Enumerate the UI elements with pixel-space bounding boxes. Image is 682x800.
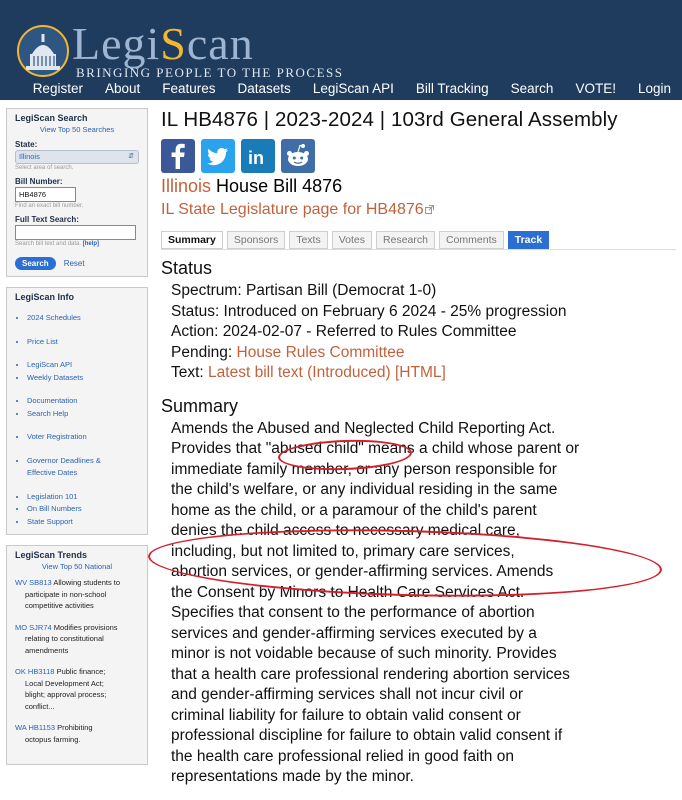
- summary-heading: Summary: [161, 395, 239, 416]
- search-button[interactable]: Search: [15, 257, 56, 270]
- track-button[interactable]: Track: [508, 231, 549, 249]
- bill-number-input[interactable]: HB4876: [15, 187, 76, 202]
- nav-bill-tracking[interactable]: Bill Tracking: [415, 81, 489, 96]
- trend-item[interactable]: WV SB813 Allowing students to participate in non-school competitive activities: [15, 578, 121, 610]
- pending-line: Pending: House Rules Committee: [171, 343, 405, 361]
- nav-search[interactable]: Search: [510, 81, 554, 96]
- svg-text:in: in: [248, 148, 264, 168]
- pending-committee-link[interactable]: House Rules Committee: [236, 343, 405, 361]
- full-text-hint: Search bill text and data. [help]: [15, 241, 100, 247]
- trends-box: [6, 545, 148, 765]
- social-share: [161, 139, 676, 173]
- logo-wordmark: LegiScan: [72, 18, 254, 69]
- link-governor-deadlines[interactable]: • Governor Deadlines & Effective Dates: [27, 455, 139, 480]
- nav-about[interactable]: About: [104, 81, 141, 96]
- nav-datasets[interactable]: Datasets: [237, 81, 291, 96]
- summary-text: Amends the Abused and Neglected Child Reporting Act. Provides that "abused child" means a child whose parent or immediate family member, or any person responsible for the child's welfare, or any individual residing in the same home as the child, or a paramour of the child's parent denies the child access to necessary medical care, including, but not limited to, primary care services, abortion services, or gender-affirming services. Amends the Consent by Minors to Health Care Services Act. Specifies that consent to the performance of abortion services and gender-affirming services executed by a minor is not voidable because of such minority. Provides that a health care professional rendering abortion services and gender-affirming services shall not incur civil or criminal liability for failure to obtain valid consent or professional discipline for failure to obtain valid consent if the health care professional relied in good faith on representations made by the minor.: [171, 419, 580, 785]
- link-voter-registration[interactable]: • Voter Registration: [27, 431, 139, 444]
- nav-legiscan-api[interactable]: LegiScan API: [312, 81, 394, 96]
- nav-login[interactable]: Login: [637, 81, 671, 96]
- link-legiscan-api[interactable]: • LegiScan API: [27, 359, 139, 372]
- text-line: Text: Latest bill text (Introduced) [HTML]: [171, 364, 446, 381]
- status-heading: Status: [161, 258, 213, 278]
- spectrum-line: Spectrum: Partisan Bill (Democrat 1-0): [171, 282, 437, 299]
- site-header: [0, 0, 682, 100]
- info-box: [6, 287, 148, 535]
- trend-item[interactable]: WA HB1153 Prohibiting octopus farming.: [15, 723, 93, 744]
- full-text-label: Full Text Search:: [15, 215, 79, 224]
- top-searches-link[interactable]: View Top 50 Searches: [39, 125, 115, 134]
- facebook-icon[interactable]: [161, 139, 195, 173]
- reddit-icon[interactable]: [281, 139, 315, 173]
- legislature-link[interactable]: IL State Legislature page for HB4876: [161, 201, 676, 219]
- state-select[interactable]: Illinois ⇵: [15, 150, 139, 164]
- tab-sponsors[interactable]: Sponsors: [227, 231, 285, 249]
- link-2024-schedules[interactable]: • 2024 Schedules: [27, 312, 139, 325]
- capitol-dome-icon: [16, 24, 70, 78]
- reset-link[interactable]: Reset: [63, 259, 85, 268]
- twitter-icon[interactable]: [201, 139, 235, 173]
- link-search-help[interactable]: • Search Help: [27, 408, 139, 421]
- logo-tagline: BRINGING PEOPLE TO THE PROCESS: [76, 65, 344, 80]
- link-on-bill-numbers[interactable]: • On Bill Numbers: [27, 503, 139, 516]
- link-state-support[interactable]: • State Support: [27, 516, 139, 529]
- top-nav: [22, 80, 682, 100]
- search-box: [6, 108, 148, 277]
- help-link[interactable]: [help]: [82, 241, 100, 247]
- page-title: IL HB4876 | 2023-2024 | 103rd General Assembly: [161, 108, 618, 131]
- tab-texts[interactable]: Texts: [289, 231, 328, 249]
- info-box-title: LegiScan Info: [15, 292, 75, 302]
- logo[interactable]: [14, 18, 344, 80]
- tab-research[interactable]: Research: [376, 231, 435, 249]
- search-box-title: LegiScan Search: [15, 113, 88, 123]
- trend-item[interactable]: MO SJR74 Modifies provisions relating to constitutional amendments: [15, 622, 118, 655]
- top-national-link[interactable]: View Top 50 National: [41, 562, 113, 571]
- chevron-updown-icon: ⇵: [128, 153, 134, 160]
- bill-name: Illinois House Bill 4876: [161, 176, 343, 196]
- external-link-icon: [425, 205, 434, 214]
- state-label: State:: [15, 140, 38, 149]
- link-price-list[interactable]: • Price List: [27, 336, 139, 349]
- state-hint: Select area of search.: [15, 165, 74, 171]
- bill-number-hint: Find an exact bill number.: [15, 203, 84, 209]
- tab-summary[interactable]: Summary: [161, 231, 223, 249]
- action-line: Action: 2024-02-07 - Referred to Rules Committee: [171, 323, 517, 340]
- nav-register[interactable]: Register: [32, 81, 83, 96]
- bill-number-label: Bill Number:: [15, 177, 63, 186]
- nav-features[interactable]: Features: [162, 81, 216, 96]
- linkedin-icon[interactable]: [241, 139, 275, 173]
- link-documentation[interactable]: • Documentation: [27, 395, 139, 408]
- bill-text-link[interactable]: Latest bill text (Introduced) [HTML]: [208, 364, 446, 381]
- link-legislation-101[interactable]: • Legislation 101: [27, 491, 139, 504]
- trend-item[interactable]: OK HB3118 Public finance; Local Development Act; blight; approval process; conflict...: [15, 667, 107, 711]
- full-text-input[interactable]: [15, 225, 136, 240]
- nav-vote[interactable]: VOTE!: [575, 81, 616, 96]
- tab-votes[interactable]: Votes: [332, 231, 372, 249]
- status-line: Status: Introduced on February 6 2024 - 25% progression: [171, 302, 567, 320]
- sidebar: [6, 108, 148, 775]
- trends-box-title: LegiScan Trends: [15, 550, 88, 560]
- bill-tabs: [161, 231, 676, 249]
- tab-comments[interactable]: Comments: [439, 231, 504, 249]
- state-link[interactable]: Illinois: [161, 176, 212, 196]
- main-content: [161, 104, 676, 788]
- link-weekly-datasets[interactable]: • Weekly Datasets: [27, 372, 139, 385]
